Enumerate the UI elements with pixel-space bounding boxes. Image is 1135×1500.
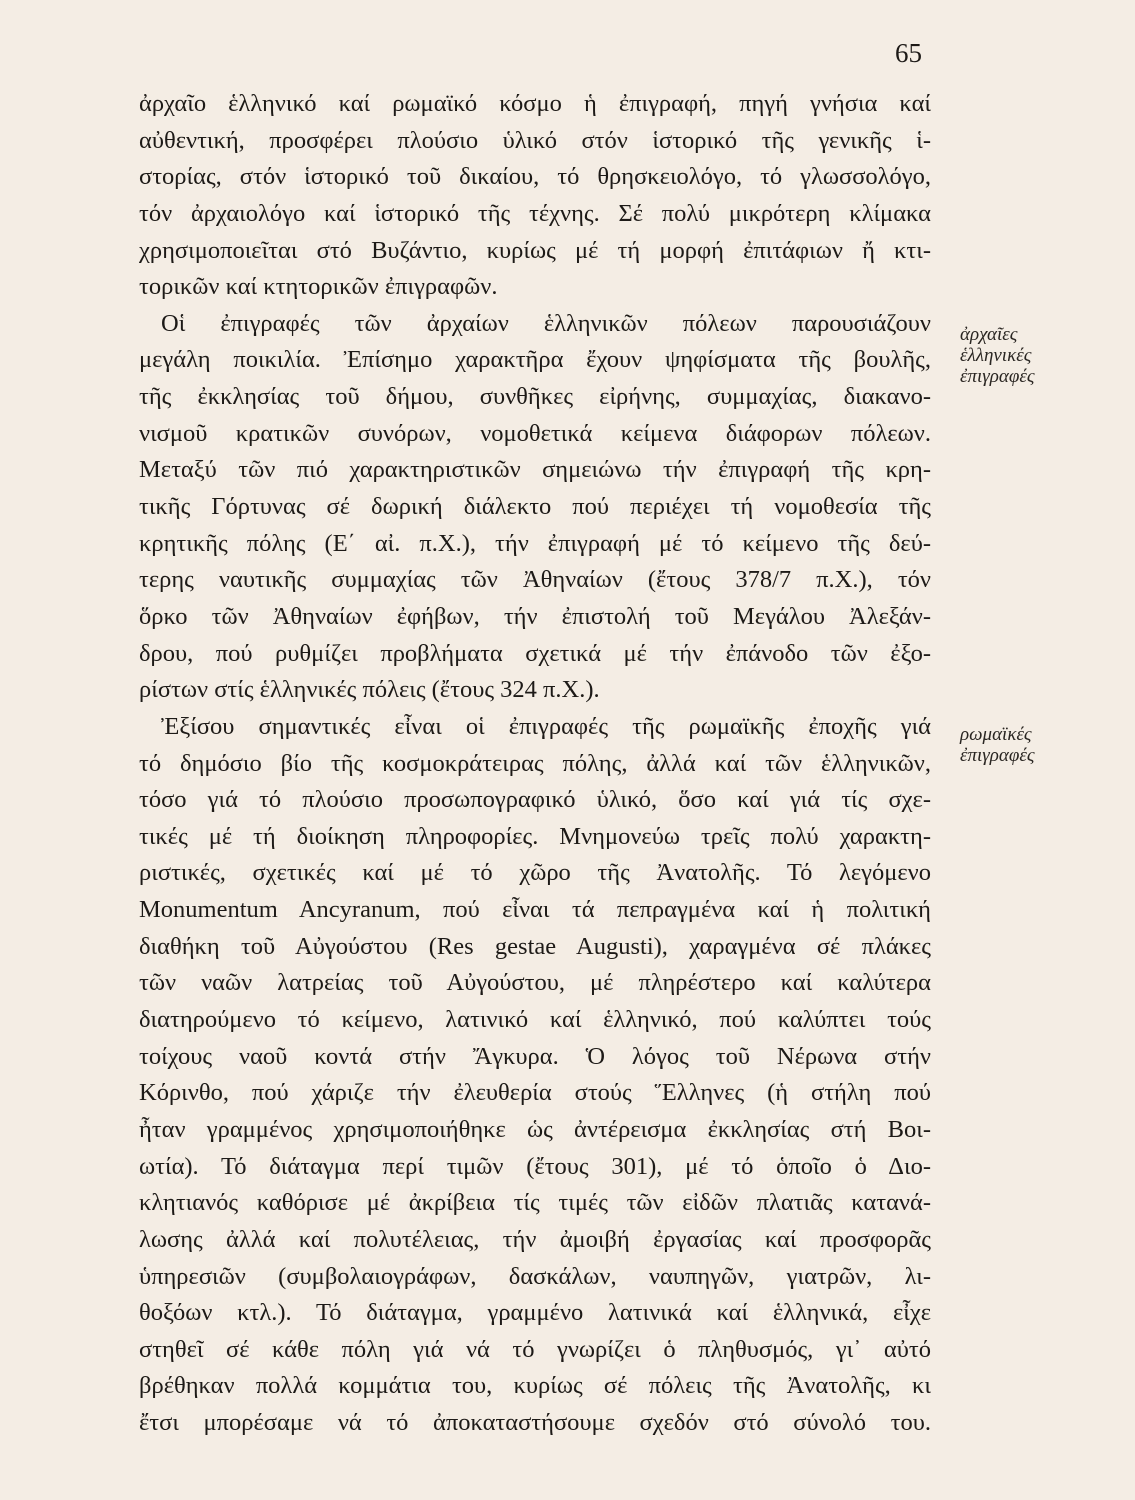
text-line: ἔτσι μπορέσαμε νά τό ἀποκαταστήσουμε σχεδόν στό σύνολό του. [139,1409,931,1437]
text-line: Κόρινθο, πού χάριζε τήν ἐλευθερία στούς Ἕλληνες (ἡ στήλη πού [139,1079,931,1107]
margin-note-roman-inscriptions [960,724,1135,766]
body-text [139,86,931,1442]
text-line: ὅρκο τῶν Ἀθηναίων ἐφήβων, τήν ἐπιστολή τοῦ Μεγάλου Ἀλεξάν- [139,602,931,630]
text-line: διατηρούμενο τό κείμενο, λατινικό καί ἑλληνικό, πού καλύπτει τούς [139,1006,931,1034]
text-line: κλητιανός καθόρισε μέ ἀκρίβεια τίς τιμές τῶν εἰδῶν πλατιᾶς κατανά- [139,1189,931,1217]
text-line: θοξόων κτλ.). Τό διάταγμα, γραμμένο λατινικά καί ἑλληνικά, εἶχε [139,1299,931,1327]
page-number: 65 [895,38,922,68]
text-line: αὐθεντική, προσφέρει πλούσιο ὑλικό στόν ἱστορικό τῆς γενικῆς ἱ- [139,126,931,154]
text-line: Ἐξίσου σημαντικές εἶναι οἱ ἐπιγραφές τῆς ρωμαϊκῆς ἐποχῆς γιά [161,712,931,740]
text-line: ἦταν γραμμένος χρησιμοποιήθηκε ὡς ἀντέρεισμα ἐκκλησίας στή Βοι- [139,1115,931,1143]
text-line: μεγάλη ποικιλία. Ἐπίσημο χαρακτῆρα ἔχουν ψηφίσματα τῆς βουλῆς, [139,346,931,374]
text-line: λωσης ἀλλά καί πολυτέλειας, τήν ἀμοιβή ἐργασίας καί προσφορᾶς [139,1225,931,1253]
text-line: ὑπηρεσιῶν (συμβολαιογράφων, δασκάλων, ναυπηγῶν, γιατρῶν, λι- [139,1262,931,1290]
margin-note-line: ἀρχαῖες [960,324,1018,345]
text-line: στηθεῖ σέ κάθε πόλη γιά νά τό γνωρίζει ὁ πληθυσμός, γι᾿ αὐτό [139,1335,931,1363]
text-line: Monumentum Ancyranum, πού εἶναι τά πεπραγμένα καί ἡ πολιτική [139,896,931,924]
text-line: νισμοῦ κρατικῶν συνόρων, νομοθετικά κείμενα διάφορων πόλεων. [139,419,931,447]
text-line: ἀρχαῖο ἑλληνικό καί ρωμαϊκό κόσμο ἡ ἐπιγραφή, πηγή γνήσια καί [139,90,931,117]
text-line: τικές μέ τή διοίκηση πληροφορίες. Μνημονεύω τρεῖς πολύ χαρακτη- [139,822,931,850]
text-line: τῶν ναῶν λατρείας τοῦ Αὐγούστου, μέ πληρέστερο καί καλύτερα [139,969,931,997]
text-line: ρίστων στίς ἑλληνικές πόλεις (ἔτους 324 π.Χ.). [139,676,600,704]
text-line: Οἱ ἐπιγραφές τῶν ἀρχαίων ἑλληνικῶν πόλεων παρουσιάζουν [161,309,931,337]
text-line: Μεταξύ τῶν πιό χαρακτηριστικῶν σημειώνω τήν ἐπιγραφή τῆς κρη- [139,456,931,484]
text-line: χρησιμοποιεῖται στό Βυζάντιο, κυρίως μέ τή μορφή ἐπιτάφιων ἤ κτι- [139,236,931,264]
margin-note-line: ἐπιγραφές [960,366,1035,387]
text-line: βρέθηκαν πολλά κομμάτια του, κυρίως σέ πόλεις τῆς Ἀνατολῆς, κι [139,1372,931,1400]
text-line: δρου, πού ρυθμίζει προβλήματα σχετικά μέ τήν ἐπάνοδο τῶν ἐξο- [139,639,931,667]
text-line: τόσο γιά τό πλούσιο προσωπογραφικό ὑλικό, ὅσο καί γιά τίς σχε- [139,786,931,814]
text-line: τῆς ἐκκλησίας τοῦ δήμου, συνθῆκες εἰρήνης, συμμαχίας, διακανο- [139,383,931,411]
text-line: τόν ἀρχαιολόγο καί ἱστορικό τῆς τέχνης. Σέ πολύ μικρότερη κλίμακα [139,199,931,227]
text-line: κρητικῆς πόλης (Ε΄ αἰ. π.Χ.), τήν ἐπιγραφή μέ τό κείμενο τῆς δεύ- [139,529,931,557]
text-line: τικῆς Γόρτυνας σέ δωρική διάλεκτο πού περιέχει τή νομοθεσία τῆς [139,493,931,521]
text-line: τοίχους ναοῦ κοντά στήν Ἄγκυρα. Ὁ λόγος τοῦ Νέρωνα στήν [139,1042,931,1070]
margin-note-line: ρωμαϊκές [960,724,1032,745]
margin-note-greek-inscriptions [960,324,1135,387]
margin-note-line: ἐπιγραφές [960,745,1035,766]
text-line: τό δημόσιο βίο τῆς κοσμοκράτειρας πόλης, ἀλλά καί τῶν ἑλληνικῶν, [139,749,931,777]
text-line: τερης ναυτικῆς συμμαχίας τῶν Ἀθηναίων (ἔτους 378/7 π.Χ.), τόν [139,566,931,594]
text-line: τορικῶν καί κτητορικῶν ἐπιγραφῶν. [139,273,498,301]
text-line: στορίας, στόν ἱστορικό τοῦ δικαίου, τό θρησκειολόγο, τό γλωσσολόγο, [139,163,931,191]
margin-note-line: ἑλληνικές [960,345,1032,366]
text-line: ωτία). Τό διάταγμα περί τιμῶν (ἔτους 301), μέ τό ὁποῖο ὁ Διο- [139,1152,931,1180]
text-line: ριστικές, σχετικές καί μέ τό χῶρο τῆς Ἀνατολῆς. Τό λεγόμενο [139,859,931,887]
text-line: διαθήκη τοῦ Αὐγούστου (Res gestae Augusti), χαραγμένα σέ πλάκες [139,932,931,960]
